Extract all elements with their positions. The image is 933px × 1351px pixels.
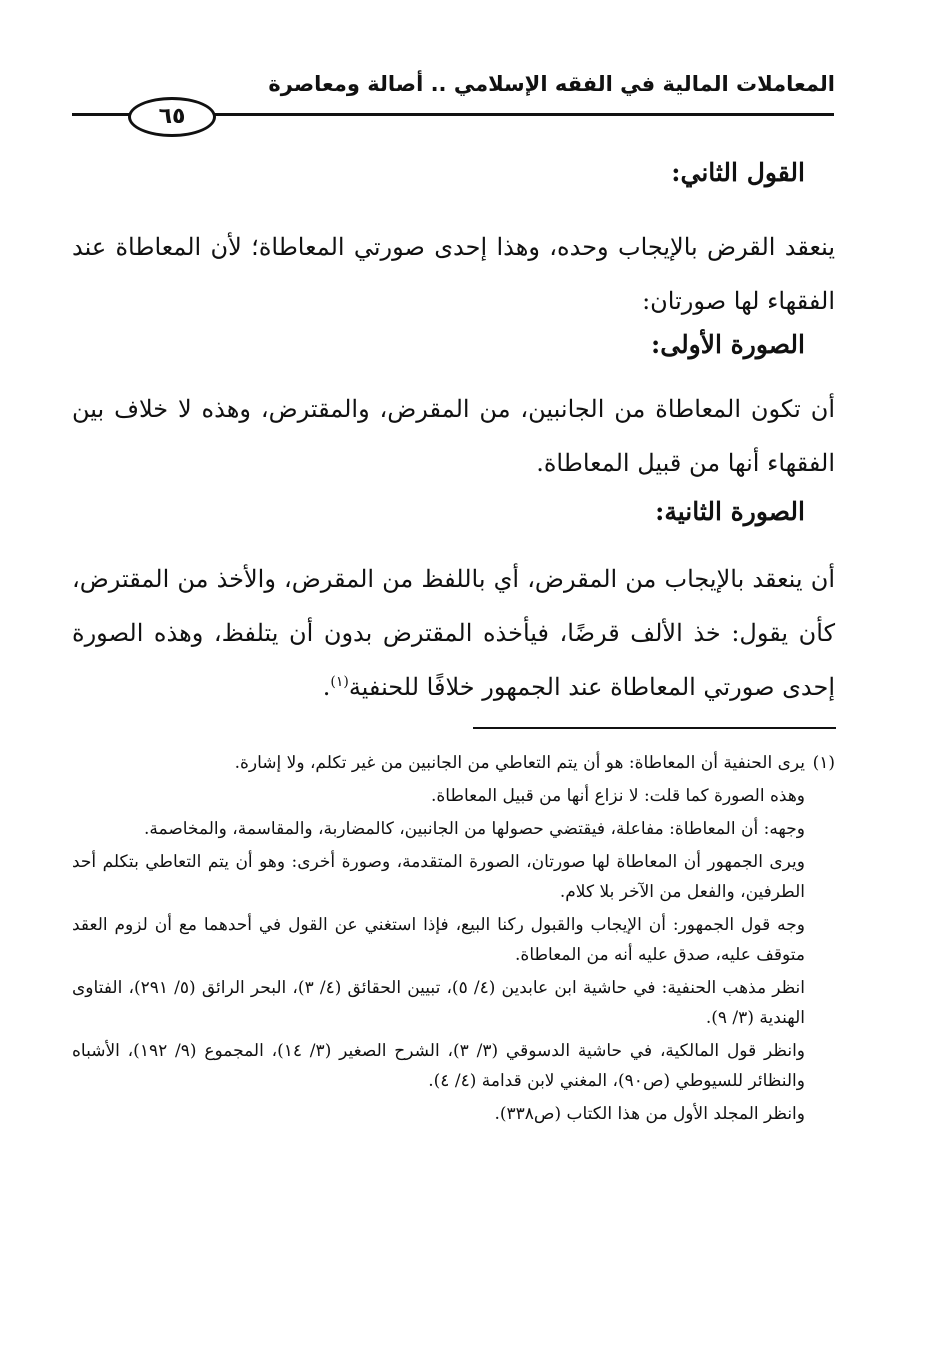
footnote-marker: (١) [812, 753, 835, 773]
running-header-title: المعاملات المالية في الفقه الإسلامي .. أصالة ومعاصرة [268, 72, 835, 96]
footnote-item: ويرى الجمهور أن المعاطاة لها صورتان، الصورة المتقدمة، وصورة أخرى: وهو أن يتم التعاطي بتكلم أحد الطرفين، والفعل من الآخر بلا كلام. [72, 852, 805, 902]
body-paragraph-2: أن تكون المعاطاة من الجانبين، من المقرض، والمقترض، وهذه لا خلاف بين الفقهاء أنها من قبيل المعاطاة. [72, 395, 835, 477]
footnote-item: انظر مذهب الحنفية: في حاشية ابن عابدين (٤/ ٥)، تبيين الحقائق (٤/ ٣)، البحر الرائق (٥/ ٢٩١)، الفتاوى الهندية (٣/ ٩). [72, 978, 806, 1028]
footnotes-section [72, 748, 835, 1132]
page-number-badge: ٦٥ [128, 97, 216, 137]
section-heading-second-form: الصورة الثانية: [655, 497, 805, 526]
footnote-item: وانظر المجلد الأول من هذا الكتاب (ص٣٣٨). [494, 1104, 805, 1124]
footnote-item: وهذه الصورة كما قلت: لا نزاع أنها من قبيل المعاطاة. [430, 786, 805, 806]
footnote-item: (١)يرى الحنفية أن المعاطاة: هو أن يتم التعاطي من الجانبين من غير تكلم، ولا إشارة. [72, 748, 835, 778]
body-paragraph-3-end: . [322, 673, 331, 701]
body-paragraph-3-text: أن ينعقد بالإيجاب من المقرض، أي باللفظ من المقرض، والأخذ من المقترض، كأن يقول: خذ الألف قرضًا، فيأخذه المقترض بدون أن يتلفظ، وهذه الصورة إحدى صورتي المعاطاة عند الجمهور خلافًا للحنفية [72, 565, 835, 701]
footnote-separator [473, 727, 836, 729]
section-heading-first-form: الصورة الأولى: [651, 330, 805, 359]
footnote-reference[interactable]: (١) [330, 674, 349, 690]
section-heading-second-opinion: القول الثاني: [671, 158, 805, 187]
footnote-item: وانظر قول المالكية، في حاشية الدسوقي (٣/ ٣)، الشرح الصغير (٣/ ١٤)، المجموع (٩/ ١٩٢)، الأشباه والنظائر للسيوطي (ص٩٠)، المغني لابن قدامة (٤/ ٤). [72, 1041, 806, 1091]
body-paragraph-3 [72, 552, 835, 714]
footnote-item: وجهه: أن المعاطاة: مفاعلة، فيقتضي حصولها من الجانبين، كالمضاربة، والمقاسمة، والمخاصمة. [143, 819, 805, 839]
body-paragraph-1: ينعقد القرض بالإيجاب وحده، وهذا إحدى صورتي المعاطاة؛ لأن المعاطاة عند الفقهاء لها صورتان: [72, 233, 835, 315]
footnote-item: وجه قول الجمهور: أن الإيجاب والقبول ركنا البيع، فإذا استغني عن القول في أحدهما مع أن لزوم العقد متوقف عليه، صدق عليه أنه من المعاطاة. [72, 915, 805, 965]
